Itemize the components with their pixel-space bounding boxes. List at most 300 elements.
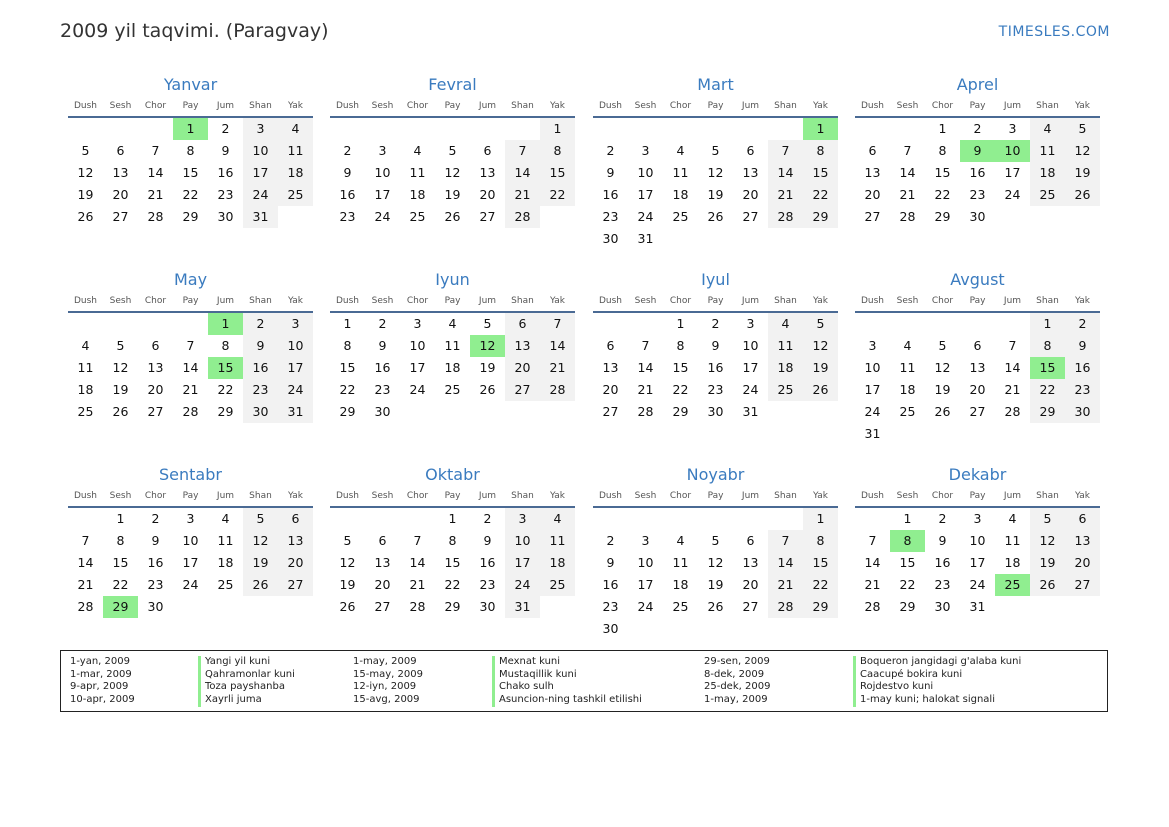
day-cell: 28 xyxy=(768,206,803,228)
day-cell: 22 xyxy=(339,382,356,397)
day-cell: 3 xyxy=(278,313,313,335)
day-cell: 22 xyxy=(182,187,199,202)
weekday-label: Pay xyxy=(969,296,986,306)
day-cell: 29 xyxy=(339,404,356,419)
weekday-header xyxy=(855,98,1100,114)
day-cell: 11 xyxy=(444,338,461,353)
weekday-label: Dush xyxy=(860,296,885,306)
day-cell: 15 xyxy=(803,552,838,574)
week-row xyxy=(855,574,1100,596)
weekday-header xyxy=(330,98,575,114)
empty-day-cell xyxy=(803,228,838,250)
week-row xyxy=(855,118,1100,140)
day-cell: 9 xyxy=(1065,335,1100,357)
week-row xyxy=(68,530,313,552)
weekday-label: Jum xyxy=(741,101,760,111)
weekday-label: Sesh xyxy=(634,101,657,111)
day-cell: 10 xyxy=(278,335,313,357)
day-cell: 12 xyxy=(77,165,94,180)
site-link[interactable]: TIMESLES.COM xyxy=(998,24,1110,40)
day-cell: 20 xyxy=(112,187,129,202)
weekday-label: Chor xyxy=(406,491,429,501)
weekday-label: Jum xyxy=(1003,491,1022,501)
empty-day-cell xyxy=(470,118,505,140)
day-cell: 8 xyxy=(1030,335,1065,357)
weekday-label: Yak xyxy=(550,296,565,306)
empty-day-cell xyxy=(138,313,173,335)
day-cell: 22 xyxy=(803,574,838,596)
week-row xyxy=(855,423,1100,445)
day-cell: 3 xyxy=(641,143,650,158)
month-iyul xyxy=(593,270,838,423)
day-cell: 20 xyxy=(278,552,313,574)
week-row xyxy=(593,313,838,335)
week-row xyxy=(855,357,1100,379)
weekday-label: Sesh xyxy=(634,296,657,306)
day-cell: 30 xyxy=(1065,401,1100,423)
day-cell: 13 xyxy=(278,530,313,552)
day-cell: 26 xyxy=(707,599,724,614)
month-fevral xyxy=(330,75,575,228)
month-name: Avgust xyxy=(950,270,1005,289)
day-cell: 21 xyxy=(540,357,575,379)
day-cell: 6 xyxy=(746,533,755,548)
day-cell: 16 xyxy=(934,555,951,570)
day-cell: 10 xyxy=(182,533,199,548)
weekday-label: Chor xyxy=(669,491,692,501)
day-cell: 19 xyxy=(707,187,724,202)
day-cell: 17 xyxy=(637,187,654,202)
day-cell: 2 xyxy=(973,121,982,136)
day-cell: 9 xyxy=(711,338,720,353)
day-cell: 21 xyxy=(1004,382,1021,397)
day-cell: 4 xyxy=(413,143,422,158)
week-row xyxy=(593,140,838,162)
day-cell: 3 xyxy=(1008,121,1017,136)
month-iyun xyxy=(330,270,575,423)
day-cell: 21 xyxy=(768,574,803,596)
day-cell: 13 xyxy=(112,165,129,180)
holiday-day-cell: 10 xyxy=(995,140,1030,162)
day-cell: 17 xyxy=(969,555,986,570)
day-cell: 25 xyxy=(672,209,689,224)
day-cell: 22 xyxy=(540,184,575,206)
day-cell: 21 xyxy=(147,187,164,202)
day-cell: 14 xyxy=(768,162,803,184)
day-cell: 24 xyxy=(637,209,654,224)
weekday-header xyxy=(593,98,838,114)
week-row xyxy=(855,530,1100,552)
empty-day-cell xyxy=(243,596,278,618)
holiday-date: 10-apr, 2009 xyxy=(70,694,135,706)
day-cell: 18 xyxy=(1030,162,1065,184)
day-cell: 21 xyxy=(77,577,94,592)
day-cell: 25 xyxy=(217,577,234,592)
day-cell: 31 xyxy=(243,206,278,228)
day-cell: 20 xyxy=(864,187,881,202)
day-cell: 30 xyxy=(479,599,496,614)
day-cell: 7 xyxy=(903,143,912,158)
day-cell: 8 xyxy=(343,338,352,353)
day-cell: 29 xyxy=(672,404,689,419)
day-cell: 28 xyxy=(409,599,426,614)
day-cell: 21 xyxy=(182,382,199,397)
week-row xyxy=(593,596,838,618)
day-cell: 29 xyxy=(803,596,838,618)
holiday-name: Asuncion-ning tashkil etilishi xyxy=(492,694,642,707)
day-cell: 4 xyxy=(278,118,313,140)
day-cell: 28 xyxy=(637,404,654,419)
day-cell: 14 xyxy=(77,555,94,570)
month-oktabr xyxy=(330,465,575,618)
empty-day-cell xyxy=(593,313,628,335)
day-cell: 24 xyxy=(969,577,986,592)
day-cell: 19 xyxy=(803,357,838,379)
day-cell: 26 xyxy=(803,379,838,401)
day-cell: 14 xyxy=(147,165,164,180)
week-row xyxy=(593,379,838,401)
weekday-header xyxy=(855,488,1100,504)
weekday-label: Yak xyxy=(1075,101,1090,111)
empty-day-cell xyxy=(768,508,803,530)
day-cell: 11 xyxy=(217,533,234,548)
day-cell: 7 xyxy=(768,530,803,552)
empty-day-cell xyxy=(365,118,400,140)
day-cell: 3 xyxy=(868,338,877,353)
day-cell: 3 xyxy=(973,511,982,526)
empty-day-cell xyxy=(628,508,663,530)
week-row xyxy=(68,206,313,228)
weekday-label: Pay xyxy=(707,101,724,111)
day-cell: 23 xyxy=(1065,379,1100,401)
day-cell: 17 xyxy=(742,360,759,375)
day-cell: 4 xyxy=(1030,118,1065,140)
weekday-label: Chor xyxy=(144,296,167,306)
weekday-label: Shan xyxy=(249,101,272,111)
weekday-label: Yak xyxy=(813,296,828,306)
day-cell: 7 xyxy=(1008,338,1017,353)
holiday-date: 1-may, 2009 xyxy=(704,694,768,706)
week-row xyxy=(330,508,575,530)
weekday-label: Shan xyxy=(1036,491,1059,501)
day-cell: 28 xyxy=(505,206,540,228)
weekday-label: Shan xyxy=(774,296,797,306)
day-cell: 4 xyxy=(676,533,685,548)
day-cell: 17 xyxy=(374,187,391,202)
day-cell: 31 xyxy=(278,401,313,423)
empty-day-cell xyxy=(505,118,540,140)
day-cell: 15 xyxy=(112,555,129,570)
day-cell: 12 xyxy=(112,360,129,375)
day-cell: 25 xyxy=(77,404,94,419)
month-name: Fevral xyxy=(428,75,477,94)
day-cell: 9 xyxy=(343,165,352,180)
day-cell: 15 xyxy=(182,165,199,180)
day-cell: 16 xyxy=(339,187,356,202)
week-row xyxy=(593,335,838,357)
day-cell: 22 xyxy=(934,187,951,202)
week-row xyxy=(593,184,838,206)
holiday-name: Toza payshanba xyxy=(198,681,295,694)
day-cell: 15 xyxy=(540,162,575,184)
week-row xyxy=(855,508,1100,530)
day-cell: 17 xyxy=(864,382,881,397)
holiday-name-column xyxy=(492,656,642,707)
week-row xyxy=(593,118,838,140)
day-cell: 2 xyxy=(343,143,352,158)
day-cell: 25 xyxy=(444,382,461,397)
holiday-day-cell: 25 xyxy=(995,574,1030,596)
empty-day-cell xyxy=(733,508,768,530)
day-cell: 14 xyxy=(540,335,575,357)
day-cell: 4 xyxy=(221,511,230,526)
weekday-label: Shan xyxy=(774,491,797,501)
day-cell: 9 xyxy=(606,555,615,570)
empty-day-cell xyxy=(1030,206,1065,228)
empty-day-cell xyxy=(768,618,803,640)
month-noyabr xyxy=(593,465,838,640)
day-cell: 5 xyxy=(243,508,278,530)
day-cell: 14 xyxy=(1004,360,1021,375)
day-cell: 12 xyxy=(243,530,278,552)
week-row xyxy=(68,508,313,530)
empty-day-cell xyxy=(698,228,733,250)
weekday-label: Dush xyxy=(73,491,98,501)
day-cell: 26 xyxy=(479,382,496,397)
holiday-legend xyxy=(60,650,1108,712)
weekday-label: Yak xyxy=(550,101,565,111)
empty-day-cell xyxy=(68,118,103,140)
day-cell: 9 xyxy=(606,165,615,180)
day-cell: 7 xyxy=(868,533,877,548)
day-cell: 10 xyxy=(864,360,881,375)
day-cell: 21 xyxy=(637,382,654,397)
day-cell: 16 xyxy=(602,577,619,592)
day-cell: 23 xyxy=(339,209,356,224)
day-cell: 13 xyxy=(742,555,759,570)
day-cell: 23 xyxy=(602,209,619,224)
day-cell: 24 xyxy=(409,382,426,397)
day-cell: 24 xyxy=(374,209,391,224)
empty-day-cell xyxy=(768,401,803,423)
day-cell: 10 xyxy=(409,338,426,353)
day-cell: 8 xyxy=(676,338,685,353)
empty-day-cell xyxy=(663,118,698,140)
week-row xyxy=(68,574,313,596)
day-cell: 13 xyxy=(969,360,986,375)
weekday-label: Jum xyxy=(1003,296,1022,306)
week-row xyxy=(330,118,575,140)
day-cell: 2 xyxy=(711,316,720,331)
day-cell: 12 xyxy=(1030,530,1065,552)
empty-day-cell xyxy=(330,118,365,140)
holiday-date: 8-dek, 2009 xyxy=(704,668,765,680)
day-cell: 11 xyxy=(278,140,313,162)
day-cell: 2 xyxy=(606,533,615,548)
holiday-day-cell: 9 xyxy=(960,140,995,162)
weekday-label: Dush xyxy=(73,101,98,111)
month-name: Aprel xyxy=(956,75,999,94)
holiday-day-cell: 1 xyxy=(803,118,838,140)
day-cell: 23 xyxy=(147,577,164,592)
day-cell: 16 xyxy=(147,555,164,570)
week-row xyxy=(68,140,313,162)
day-cell: 4 xyxy=(768,313,803,335)
day-cell: 25 xyxy=(540,574,575,596)
day-cell: 26 xyxy=(243,574,278,596)
month-name: Iyul xyxy=(701,270,730,289)
day-cell: 17 xyxy=(1004,165,1021,180)
month-name: Oktabr xyxy=(425,465,480,484)
day-cell: 15 xyxy=(339,360,356,375)
empty-day-cell xyxy=(540,401,575,423)
day-cell: 16 xyxy=(243,357,278,379)
week-row xyxy=(855,552,1100,574)
day-cell: 3 xyxy=(413,316,422,331)
day-cell: 23 xyxy=(934,577,951,592)
empty-day-cell xyxy=(435,118,470,140)
week-row xyxy=(330,574,575,596)
day-cell: 7 xyxy=(540,313,575,335)
day-cell: 14 xyxy=(864,555,881,570)
weekday-label: Shan xyxy=(511,491,534,501)
weekday-label: Sesh xyxy=(371,491,394,501)
day-cell: 27 xyxy=(112,209,129,224)
empty-day-cell xyxy=(803,401,838,423)
day-cell: 17 xyxy=(505,552,540,574)
day-cell: 22 xyxy=(1030,379,1065,401)
weekday-label: Chor xyxy=(406,101,429,111)
day-cell: 19 xyxy=(444,187,461,202)
weekday-label: Sesh xyxy=(896,296,919,306)
empty-day-cell xyxy=(995,313,1030,335)
weekday-label: Sesh xyxy=(896,101,919,111)
day-cell: 24 xyxy=(243,184,278,206)
day-cell: 18 xyxy=(278,162,313,184)
weekday-label: Chor xyxy=(406,296,429,306)
day-cell: 1 xyxy=(116,511,125,526)
weekday-label: Pay xyxy=(444,296,461,306)
week-row xyxy=(855,379,1100,401)
day-cell: 9 xyxy=(221,143,230,158)
weekday-label: Shan xyxy=(249,296,272,306)
day-cell: 25 xyxy=(1030,184,1065,206)
day-cell: 17 xyxy=(278,357,313,379)
day-cell: 13 xyxy=(374,555,391,570)
weekday-label: Sesh xyxy=(109,491,132,501)
weekday-label: Dush xyxy=(860,491,885,501)
weekday-label: Yak xyxy=(813,101,828,111)
month-may xyxy=(68,270,313,423)
day-cell: 31 xyxy=(969,599,986,614)
empty-day-cell xyxy=(628,618,663,640)
day-cell: 7 xyxy=(768,140,803,162)
day-cell: 6 xyxy=(505,313,540,335)
month-name: Sentabr xyxy=(159,465,222,484)
day-cell: 19 xyxy=(1030,552,1065,574)
weekday-label: Yak xyxy=(550,491,565,501)
week-row xyxy=(855,401,1100,423)
week-row xyxy=(593,618,838,640)
week-row xyxy=(330,140,575,162)
day-cell: 21 xyxy=(505,184,540,206)
day-cell: 27 xyxy=(742,599,759,614)
day-cell: 29 xyxy=(1030,401,1065,423)
empty-day-cell xyxy=(138,118,173,140)
day-cell: 23 xyxy=(217,187,234,202)
day-cell: 7 xyxy=(186,338,195,353)
day-cell: 5 xyxy=(81,143,90,158)
empty-day-cell xyxy=(365,508,400,530)
day-cell: 27 xyxy=(969,404,986,419)
day-cell: 9 xyxy=(151,533,160,548)
week-row xyxy=(593,401,838,423)
day-cell: 18 xyxy=(444,360,461,375)
day-cell: 10 xyxy=(374,165,391,180)
day-cell: 31 xyxy=(505,596,540,618)
weekday-label: Dush xyxy=(335,491,360,501)
day-cell: 29 xyxy=(444,599,461,614)
day-cell: 20 xyxy=(742,187,759,202)
day-cell: 7 xyxy=(151,143,160,158)
day-cell: 30 xyxy=(147,599,164,614)
empty-day-cell xyxy=(540,596,575,618)
day-cell: 2 xyxy=(483,511,492,526)
day-cell: 14 xyxy=(409,555,426,570)
day-cell: 18 xyxy=(672,187,689,202)
holiday-date: 25-dek, 2009 xyxy=(704,681,771,693)
day-cell: 13 xyxy=(602,360,619,375)
day-cell: 5 xyxy=(938,338,947,353)
day-cell: 11 xyxy=(540,530,575,552)
weekday-label: Dush xyxy=(598,101,623,111)
day-cell: 30 xyxy=(969,209,986,224)
day-cell: 6 xyxy=(746,143,755,158)
day-cell: 26 xyxy=(339,599,356,614)
day-cell: 23 xyxy=(243,379,278,401)
day-cell: 27 xyxy=(602,404,619,419)
day-cell: 9 xyxy=(483,533,492,548)
week-row xyxy=(68,118,313,140)
weekday-label: Yak xyxy=(288,101,303,111)
holiday-date-column xyxy=(70,656,135,707)
empty-day-cell xyxy=(505,401,540,423)
weekday-label: Shan xyxy=(249,491,272,501)
day-cell: 2 xyxy=(243,313,278,335)
empty-day-cell xyxy=(733,118,768,140)
day-cell: 10 xyxy=(505,530,540,552)
weekday-label: Jum xyxy=(478,101,497,111)
empty-day-cell xyxy=(540,206,575,228)
month-name: May xyxy=(173,270,208,289)
empty-day-cell xyxy=(1030,596,1065,618)
holiday-date: 29-sen, 2009 xyxy=(704,656,770,667)
day-cell: 18 xyxy=(768,357,803,379)
weekday-label: Shan xyxy=(511,101,534,111)
day-cell: 25 xyxy=(672,599,689,614)
day-cell: 3 xyxy=(746,316,755,331)
day-cell: 26 xyxy=(112,404,129,419)
day-cell: 24 xyxy=(637,599,654,614)
week-row xyxy=(330,357,575,379)
empty-day-cell xyxy=(960,423,995,445)
day-cell: 4 xyxy=(1008,511,1017,526)
week-row xyxy=(593,508,838,530)
empty-day-cell xyxy=(855,118,890,140)
day-cell: 22 xyxy=(444,577,461,592)
day-cell: 1 xyxy=(1030,313,1065,335)
week-row xyxy=(330,530,575,552)
